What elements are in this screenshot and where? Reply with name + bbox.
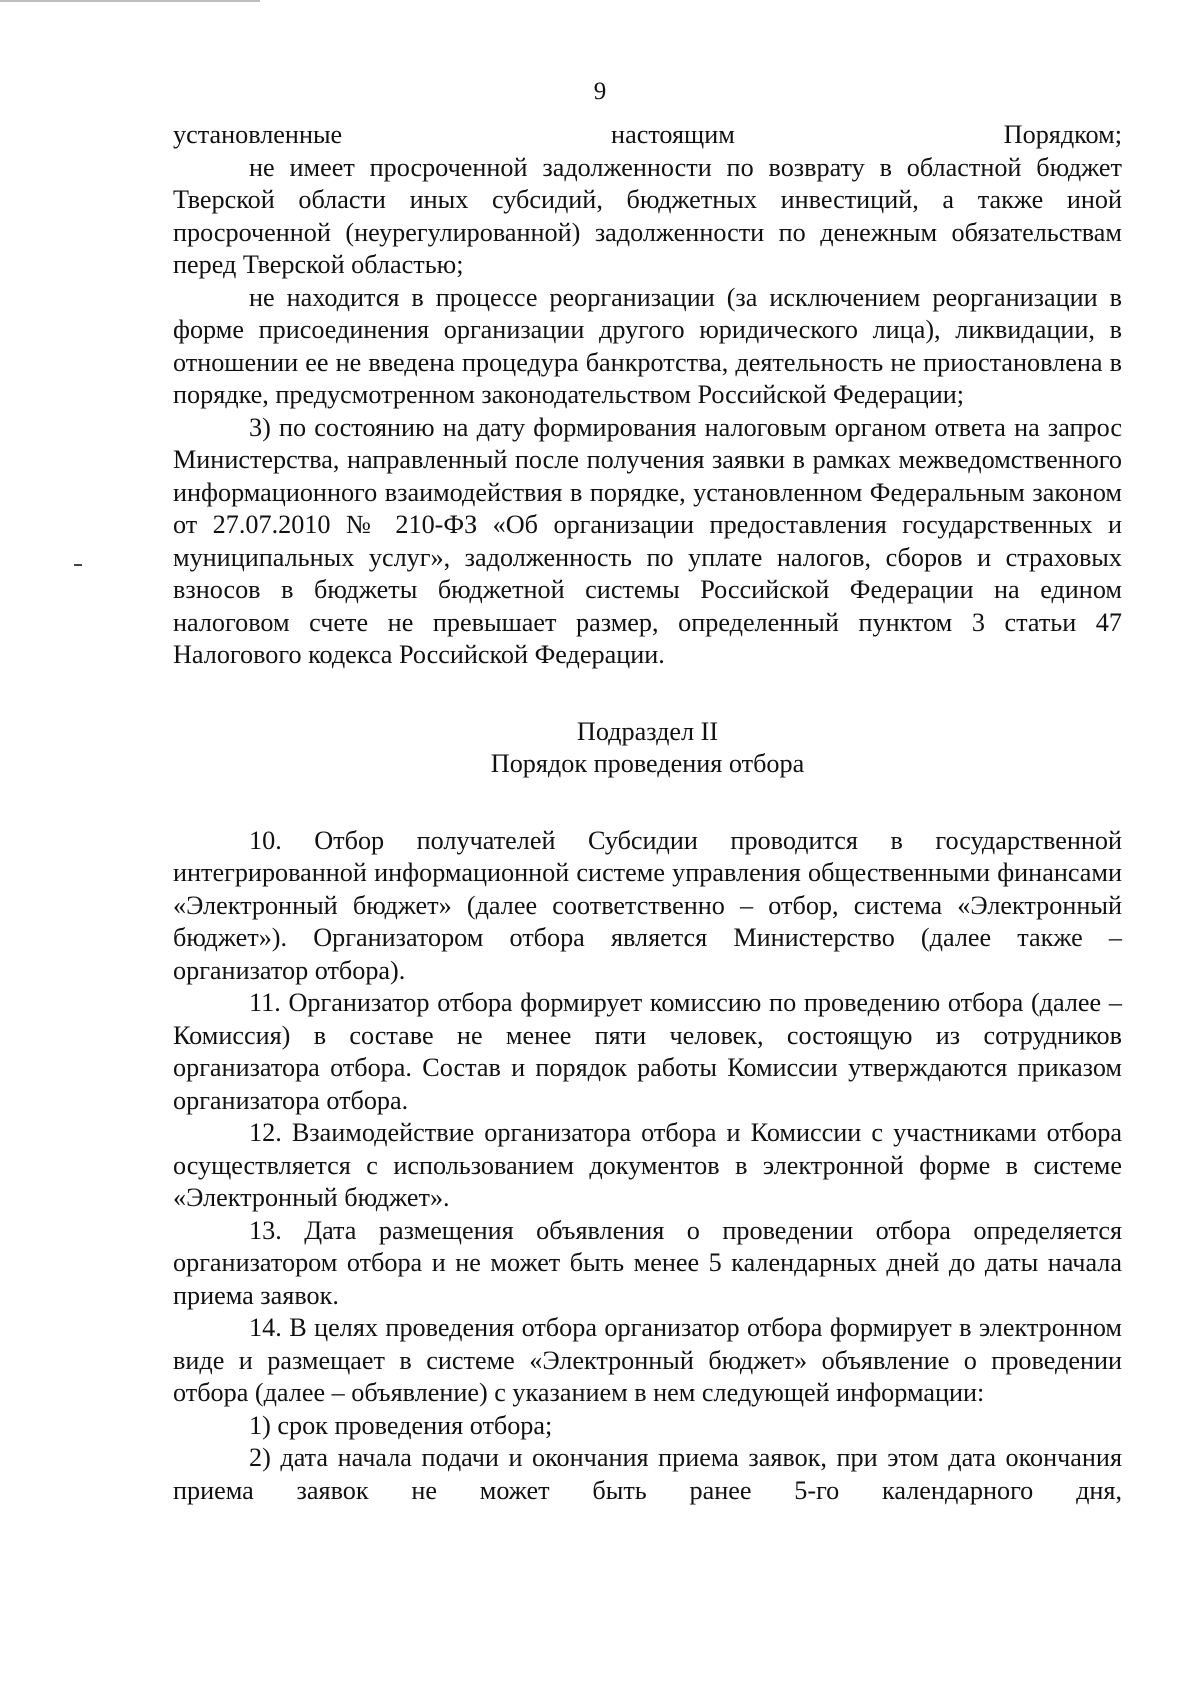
- paragraph-item-3-tax-debt: 3) по состоянию на дату формирования налоговым органом ответа на запрос Министерства, направленный после получения заявки в рамках межведомственного информационного взаимодействия в порядке, установленном Федеральным законом от 27.07.2010 № 210-ФЗ «Об организации предоставления государственных и муниципальных услуг», задолженность по уплате налогов, сборов и страховых взносов в бюджеты бюджетной системы Российской Федерации на едином налоговом счете не превышает размер, определенный пунктом 3 статьи 47 Налогового кодекса Российской Федерации.: [173, 412, 1122, 669]
- paragraph-continuation: установленные настоящим Порядком;: [173, 120, 1122, 149]
- page-number: 9: [593, 78, 607, 105]
- paragraph-subitem-1: 1) срок проведения отбора;: [249, 1410, 553, 1440]
- paragraph-clause-11: 11. Организатор отбора формирует комиссию по проведению отбора (далее – Комиссия) в составе не менее пяти человек, состоящую из сотрудников организатора отбора. Состав и порядок работы Комиссии утверждаются приказом организатора отбора.: [173, 988, 1122, 1115]
- paragraph-clause-13: 13. Дата размещения объявления о проведении отбора определяется организатором отбора и не может быть менее 5 календарных дней до даты начала приема заявок.: [173, 1215, 1122, 1310]
- scan-top-edge-mark: [0, 0, 260, 2]
- document-body: [173, 119, 1122, 1507]
- paragraph-no-reorganization: не находится в процессе реорганизации (за исключением реорганизации в форме присоединения организации другого юридического лица), ликвидации, в отношении ее не введена процедура банкротства, деятельность не приостановлена в порядке, предусмотренном законодательством Российской Федерации;: [173, 282, 1122, 409]
- section-label: Подраздел II: [576, 716, 719, 746]
- paragraph-clause-10: 10. Отбор получателей Субсидии проводится в государственной интегрированной информационной системе управления общественными финансами «Электронный бюджет» (далее соответственно – отбор, система «Электронный бюджет»). Организатором отбора является Министерство (далее также – организатор отбора).: [173, 825, 1122, 985]
- paragraph-subitem-2: 2) дата начала подачи и окончания приема заявок, при этом дата окончания приема заявок не может быть ранее 5-го календарного дня,: [173, 1443, 1122, 1505]
- paragraph-clause-14: 14. В целях проведения отбора организатор отбора формирует в электронном виде и размещает в системе «Электронный бюджет» объявление о проведении отбора (далее – объявление) с указанием в нем следующей информации:: [173, 1313, 1122, 1407]
- section-title: Порядок проведения отбора: [490, 749, 805, 778]
- paragraph-no-overdue-debt: не имеет просроченной задолженности по возврату в областной бюджет Тверской области иных субсидий, бюджетных инвестиций, а также иной просроченной (неурегулированной) задолженности по денежным обязательствам перед Тверской областью;: [173, 152, 1122, 279]
- scan-margin-mark: [74, 564, 82, 566]
- paragraph-clause-12: 12. Взаимодействие организатора отбора и Комиссии с участниками отбора осуществляется с использованием документов в электронной форме в системе «Электронный бюджет».: [173, 1118, 1122, 1212]
